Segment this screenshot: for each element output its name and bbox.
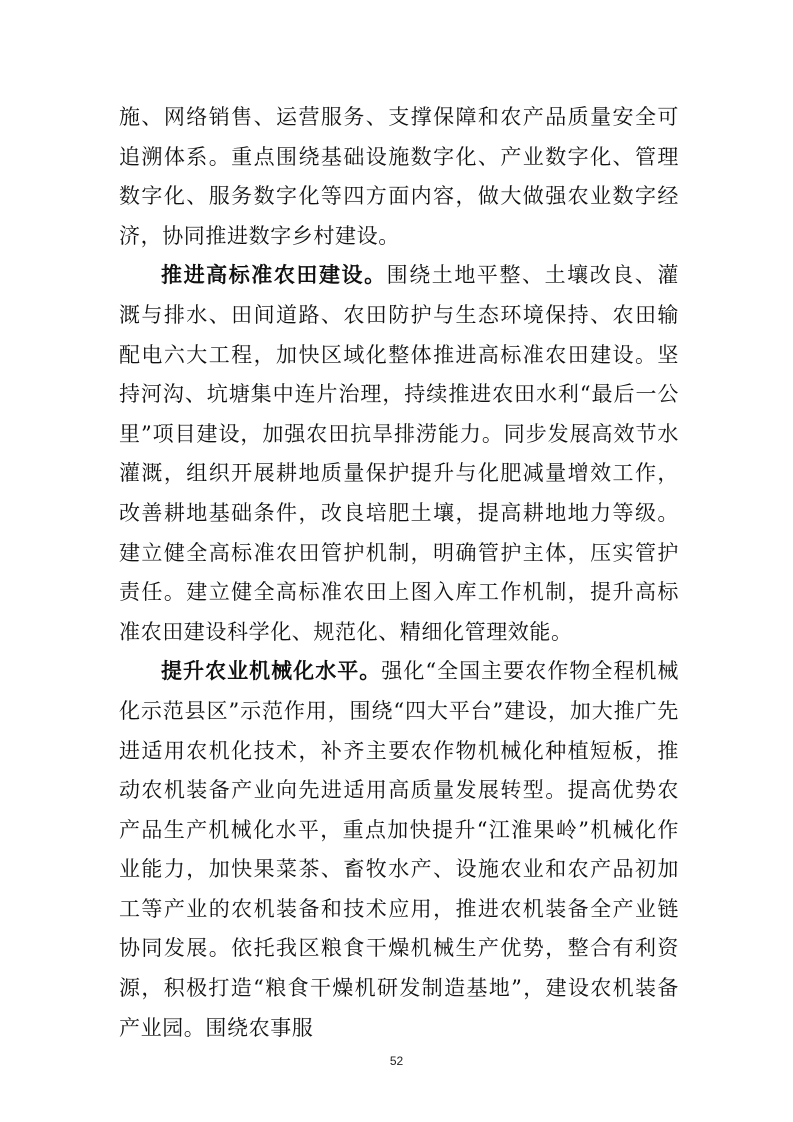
body-text [119,98,679,1048]
paragraph-farmland [119,256,679,652]
paragraph-body: 围绕土地平整、土壤改良、灌溉与排水、田间道路、农田防护与生态环境保持、农田输配电六大工程，加快区域化整体推进高标准农田建设。坚持河沟、坑塘集中连片治理，持续推进农田水利“最后一公里”项目建设，加强农田抗旱排涝能力。同步发展高效节水灌溉，组织开展耕地质量保护提升与化肥减量增效工作，改善耕地基础条件，改良培肥土壤，提高耕地地力等级。建立健全高标准农田管护机制，明确管护主体，压实管护责任。建立健全高标准农田上图入库工作机制，提升高标准农田建设科学化、规范化、精细化管理效能。 [119,263,679,644]
section-heading: 提升农业机械化水平。 [161,659,382,684]
paragraph-body: 施、网络销售、运营服务、支撑保障和农产品质量安全可追溯体系。重点围绕基础设施数字化、产业数字化、管理数字化、服务数字化等四方面内容，做大做强农业数字经济，协同推进数字乡村建设。 [119,105,679,248]
paragraph-continuation [119,98,679,256]
section-heading: 推进高标准农田建设。 [161,263,387,288]
paragraph-mechanization [119,652,679,1048]
page-number: 52 [389,1054,404,1068]
paragraph-body: 强化“全国主要农作物全程机械化示范县区”示范作用，围绕“四大平台”建设，加大推广先进适用农机化技术，补齐主要农作物机械化种植短板，推动农机装备产业向先进适用高质量发展转型。提高优势农产品生产机械化水平，重点加快提升“江淮果岭”机械化作业能力，加快果菜茶、畜牧水产、设施农业和农产品初加工等产业的农机装备和技术应用，推进农机装备全产业链协同发展。依托我区粮食干燥机械生产优势，整合有利资源，积极打造“粮食干燥机研发制造基地”，建设农机装备产业园。围绕农事服 [119,659,680,1040]
